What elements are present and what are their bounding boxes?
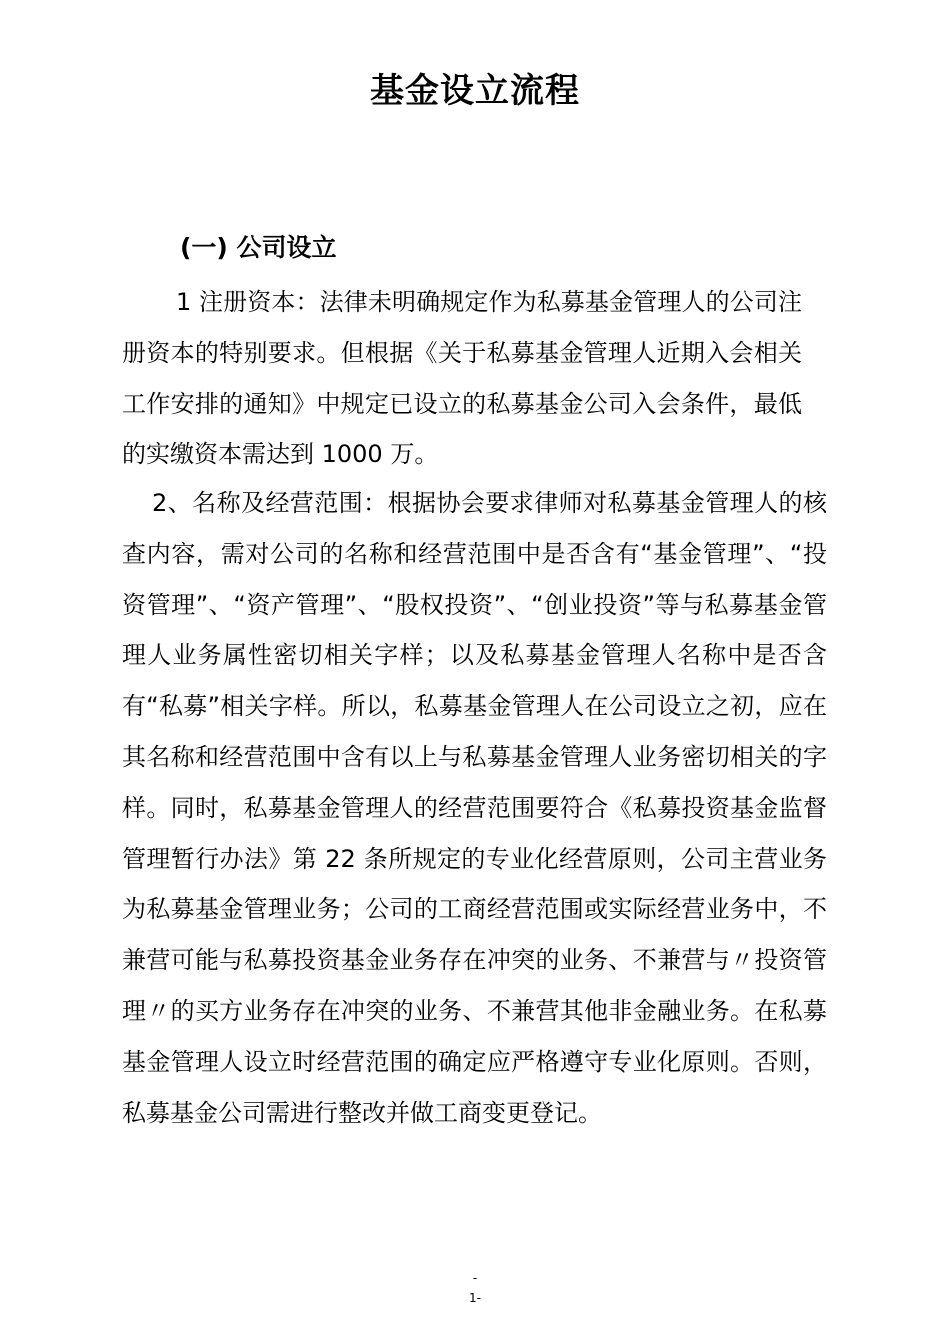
page-number: 1-: [469, 1291, 481, 1305]
paragraph-name-and-scope: 2、名称及经营范围：根据协会要求律师对私募基金管理人的核查内容，需对公司的名称和经营范围中是否含有“基金管理”、“投资管理”、“资产管理”、“股权投资”、“创业投资”等与私募基金管理人业务属性密切相关字样；以及私募基金管理人名称中是否含有“私募”相关字样。所以，私募基金管理人在公司设立之初，应在其名称和经营范围中含有以上与私募基金管理人业务密切相关的字样。同时，私募基金管理人的经营范围要符合《私募投资基金监督管理暂行办法》第 22 条所规定的专业化经营原则，公司主营业务为私募基金管理业务；公司的工商经营范围或实际经营业务中，不兼营可能与私募投资基金业务存在冲突的业务、不兼营与〃投资管理〃的买方业务存在冲突的业务、不兼营其他非金融业务。在私募基金管理人设立时经营范围的确定应严格遵守专业化原则。否则，私募基金公司需进行整改并做工商变更登记。: [122, 489, 827, 1127]
document-title: 基金设立流程: [370, 71, 580, 111]
section-heading: (一) 公司设立: [180, 233, 337, 262]
footer-dash: -: [472, 1271, 478, 1285]
paragraph-registered-capital: 1 注册资本：法律未明确规定作为私募基金管理人的公司注册资本的特别要求。但根据《关于私募基金管理人近期入会相关工作安排的通知》中规定已设立的私募基金公司入会条件，最低的实缴资本需达到 1000 万。: [122, 288, 802, 469]
